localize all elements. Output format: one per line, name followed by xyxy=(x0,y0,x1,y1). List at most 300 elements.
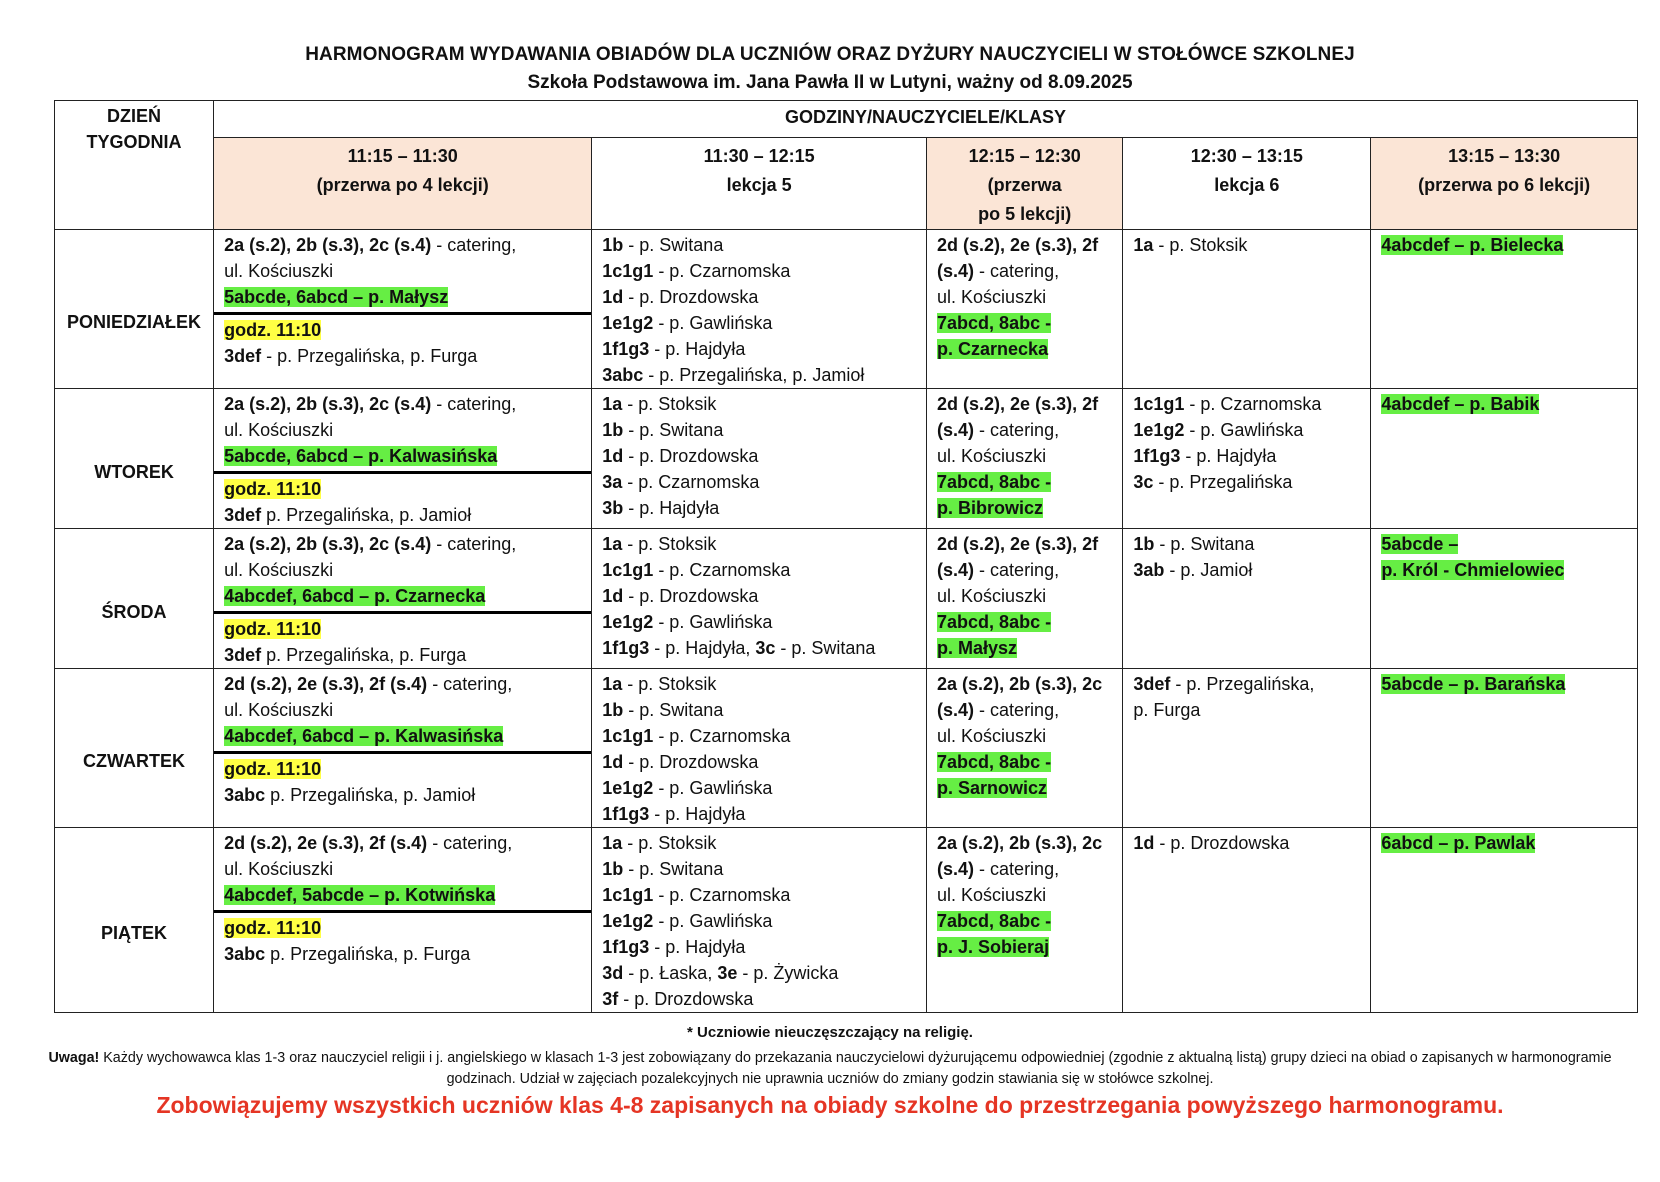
catering-line xyxy=(224,232,587,258)
duty-highlight: 4abcdef, 6abcd – p. Czarnecka xyxy=(224,586,486,606)
time-slot-header xyxy=(1123,138,1371,230)
class-groups: 2a (s.2), 2b (s.3), 2c xyxy=(937,833,1103,853)
list-item xyxy=(602,882,922,908)
class-group: 1e1g2 xyxy=(602,911,654,931)
list-item xyxy=(602,960,922,986)
duty-line xyxy=(224,583,587,609)
teacher-name: - p. Hajdyła xyxy=(1180,446,1277,466)
time-line xyxy=(224,476,587,502)
class-groups: 2d (s.2), 2e (s.3), 2f (s.4) xyxy=(224,833,428,853)
class-groups: (s.4) xyxy=(937,261,975,281)
teacher-name: - p. Łaska, xyxy=(623,963,718,983)
catering-text: - catering, xyxy=(431,235,517,255)
class-group: 1e1g2 xyxy=(602,778,654,798)
time-slot-desc: lekcja 6 xyxy=(1214,175,1280,195)
class-group: 1c1g1 xyxy=(602,726,654,746)
duty-line xyxy=(1381,391,1633,417)
duty-line xyxy=(937,609,1118,635)
duty-line xyxy=(937,908,1118,934)
class-groups: 3def xyxy=(224,505,262,525)
class-groups: 2d (s.2), 2e (s.3), 2f xyxy=(937,235,1099,255)
class-group: 3d xyxy=(602,963,624,983)
class-groups: 2a (s.2), 2b (s.3), 2c (s.4) xyxy=(224,235,432,255)
list-item xyxy=(602,697,922,723)
duty-line xyxy=(224,723,587,749)
list-item xyxy=(1133,443,1366,469)
teacher-name: - p. Czarnomska xyxy=(1184,394,1322,414)
duty-line xyxy=(937,749,1118,775)
slot5-cell xyxy=(1371,669,1638,828)
class-group: 1f1g3 xyxy=(1133,446,1181,466)
day-name: WTOREK xyxy=(55,389,214,529)
catering-line xyxy=(937,531,1118,557)
duty-highlight: 4abcdef, 6abcd – p. Kalwasińska xyxy=(224,726,504,746)
class-groups: (s.4) xyxy=(937,700,975,720)
list-item xyxy=(1133,830,1366,856)
class-group: 3def xyxy=(1133,674,1171,694)
teacher-names: p. Przegalińska, p. Furga xyxy=(265,944,471,964)
duty-highlight: 4abcdef – p. Babik xyxy=(1381,394,1540,414)
teacher-name: - p. Przegalińska xyxy=(1153,472,1293,492)
separator-line xyxy=(214,910,591,913)
slot5-cell xyxy=(1371,529,1638,669)
duty-line xyxy=(937,336,1118,362)
class-groups: 2a (s.2), 2b (s.3), 2c (s.4) xyxy=(224,394,432,414)
list-item xyxy=(602,258,922,284)
time-slot-time: 12:15 – 12:30 xyxy=(968,146,1081,166)
early-group-line xyxy=(224,782,587,808)
address-line: ul. Kościuszki xyxy=(937,586,1047,606)
duty-line xyxy=(1381,531,1633,557)
class-group: 1b xyxy=(602,420,624,440)
teacher-name: - p. Switana xyxy=(623,700,724,720)
list-item xyxy=(602,495,922,521)
duty-highlight: p. Bibrowicz xyxy=(937,498,1044,518)
class-group: 1a xyxy=(602,833,623,853)
slot5-cell xyxy=(1371,230,1638,389)
list-item xyxy=(1133,417,1366,443)
catering-line xyxy=(937,697,1118,723)
catering-line xyxy=(224,830,587,856)
slot2-cell xyxy=(592,828,927,1013)
teacher-name: - p. Gawlińska xyxy=(653,612,773,632)
separator-line xyxy=(214,312,591,315)
duty-highlight: 5abcde – p. Barańska xyxy=(1381,674,1566,694)
teacher-name: - p. Czarnomska xyxy=(653,560,791,580)
note-text: Każdy wychowawca klas 1-3 oraz nauczyciel religii i j. angielskiego w klasach 1-3 jest zobowiązany do przekazania nauczycielowi dyżurującemu odpowiedniej (zgodnie z aktualną listą) grupy dzieci na obiad o zapisanych w harmonogramie godzinach. Udział w zajęciach pozalekcyjnych nie uprawnia uczniów do zmiany godzin stawiania się w stołówce szkolnej. xyxy=(99,1050,1612,1087)
catering-line xyxy=(937,391,1118,417)
address-line: ul. Kościuszki xyxy=(224,560,334,580)
slot1-cell xyxy=(214,828,592,1013)
class-groups: 2d (s.2), 2e (s.3), 2f xyxy=(937,534,1099,554)
duty-line xyxy=(224,284,587,310)
class-group: 1c1g1 xyxy=(602,261,654,281)
list-item xyxy=(1133,531,1366,557)
duty-highlight: 7abcd, 8abc - xyxy=(937,313,1052,333)
catering-line xyxy=(937,856,1118,882)
duty-line xyxy=(1381,830,1633,856)
class-group: 1e1g2 xyxy=(602,313,654,333)
class-group: 1c1g1 xyxy=(602,885,654,905)
class-groups: 2a (s.2), 2b (s.3), 2c xyxy=(937,674,1103,694)
list-item xyxy=(602,336,922,362)
duty-highlight: 6abcd – p. Pawlak xyxy=(1381,833,1536,853)
time-slot-desc: (przerwa po 6 lekcji) xyxy=(1418,175,1591,195)
slot2-cell xyxy=(592,230,927,389)
time-slot-desc: (przerwa xyxy=(987,175,1062,195)
note-label: Uwaga! xyxy=(48,1050,100,1066)
catering-text: - catering, xyxy=(427,833,513,853)
time-slot-time: 11:30 – 12:15 xyxy=(703,146,815,166)
teacher-name: - p. Przegalińska, xyxy=(1170,674,1315,694)
slot4-cell xyxy=(1123,389,1371,529)
list-item xyxy=(602,284,922,310)
address-line: ul. Kościuszki xyxy=(224,859,334,879)
teacher-name: - p. Żywicka xyxy=(737,963,839,983)
class-group: 1b xyxy=(602,235,624,255)
catering-line xyxy=(937,232,1118,258)
time-slot-header xyxy=(1371,138,1638,230)
list-item xyxy=(1133,232,1366,258)
duty-highlight: 5abcde, 6abcd – p. Małysz xyxy=(224,287,449,307)
class-groups: 3def xyxy=(224,645,262,665)
teacher-name: - p. Drozdowska xyxy=(623,446,759,466)
teacher-name: p. Furga xyxy=(1133,700,1201,720)
class-group: 1a xyxy=(602,394,623,414)
list-item xyxy=(602,583,922,609)
table-row xyxy=(55,230,1638,389)
class-groups: 2a (s.2), 2b (s.3), 2c (s.4) xyxy=(224,534,432,554)
time-slot-time: 13:15 – 13:30 xyxy=(1448,146,1561,166)
class-group: 1f1g3 xyxy=(602,804,650,824)
catering-text: - catering, xyxy=(974,261,1060,281)
address-line: ul. Kościuszki xyxy=(224,420,334,440)
teacher-name: - p. Drozdowska xyxy=(623,752,759,772)
class-group: 1f1g3 xyxy=(602,339,650,359)
duty-highlight: 5abcde, 6abcd – p. Kalwasińska xyxy=(224,446,498,466)
duty-highlight: 7abcd, 8abc - xyxy=(937,472,1052,492)
address-line: ul. Kościuszki xyxy=(937,726,1047,746)
time-highlight: godz. 11:10 xyxy=(224,759,322,779)
duty-line xyxy=(937,495,1118,521)
teacher-name: - p. Stoksik xyxy=(622,394,717,414)
catering-line xyxy=(937,557,1118,583)
duty-highlight: p. J. Sobieraj xyxy=(937,937,1050,957)
teacher-name: - p. Stoksik xyxy=(1153,235,1248,255)
class-group: 1e1g2 xyxy=(1133,420,1185,440)
slot1-cell xyxy=(214,529,592,669)
class-group: 1d xyxy=(602,586,624,606)
class-group: 1e1g2 xyxy=(602,612,654,632)
slot2-cell xyxy=(592,669,927,828)
duty-line xyxy=(937,635,1118,661)
class-group: 1f1g3 xyxy=(602,638,650,658)
teacher-name: - p. Switana xyxy=(623,859,724,879)
early-group-line xyxy=(224,642,587,668)
day-name: ŚRODA xyxy=(55,529,214,669)
duty-line xyxy=(224,882,587,908)
class-groups: 2d (s.2), 2e (s.3), 2f xyxy=(937,394,1099,414)
class-group: 1a xyxy=(602,674,623,694)
slot4-cell xyxy=(1123,230,1371,389)
separator-line xyxy=(214,611,591,614)
time-slot-header xyxy=(927,138,1123,230)
teacher-name: - p. Stoksik xyxy=(622,534,717,554)
teacher-name: - p. Hajdyła xyxy=(623,498,720,518)
list-item xyxy=(1133,671,1366,697)
catering-text: - catering, xyxy=(427,674,513,694)
duty-highlight: 7abcd, 8abc - xyxy=(937,911,1052,931)
address-line: ul. Kościuszki xyxy=(937,885,1047,905)
teacher-name: - p. Gawlińska xyxy=(653,778,773,798)
time-line xyxy=(224,317,587,343)
catering-text: - catering, xyxy=(974,560,1060,580)
time-highlight: godz. 11:10 xyxy=(224,479,322,499)
class-group: 3f xyxy=(602,989,619,1009)
time-highlight: godz. 11:10 xyxy=(224,918,322,938)
time-line xyxy=(224,915,587,941)
teacher-names: - p. Przegalińska, p. Furga xyxy=(261,346,478,366)
list-item xyxy=(602,469,922,495)
catering-line xyxy=(224,671,587,697)
list-item xyxy=(602,443,922,469)
class-groups: (s.4) xyxy=(937,859,975,879)
list-item xyxy=(602,232,922,258)
class-group: 1c1g1 xyxy=(1133,394,1185,414)
duty-highlight: 5abcde – xyxy=(1381,534,1459,554)
teacher-name: - p. Jamioł xyxy=(1164,560,1253,580)
teacher-name: - p. Hajdyła, xyxy=(649,638,756,658)
early-group-line xyxy=(224,502,587,528)
main-column-header: GODZINY/NAUCZYCIELE/KLASY xyxy=(214,101,1638,138)
teacher-names: p. Przegalińska, p. Furga xyxy=(261,645,467,665)
class-group: 1a xyxy=(1133,235,1154,255)
catering-text: - catering, xyxy=(431,394,517,414)
catering-text: - catering, xyxy=(974,700,1060,720)
teacher-name: - p. Gawlińska xyxy=(653,313,773,333)
list-item xyxy=(602,934,922,960)
slot1-cell xyxy=(214,230,592,389)
duty-highlight: 7abcd, 8abc - xyxy=(937,612,1052,632)
table-row xyxy=(55,828,1638,1013)
duty-highlight: p. Sarnowicz xyxy=(937,778,1048,798)
class-group: 3e xyxy=(717,963,738,983)
red-notice: Zobowiązujemy wszystkich uczniów klas 4-8 zapisanych na obiady szkolne do przestrzegania powyższego harmonogramu. xyxy=(156,1092,1504,1118)
time-slot-header xyxy=(592,138,927,230)
slot4-cell xyxy=(1123,828,1371,1013)
duty-highlight: p. Król - Chmielowiec xyxy=(1381,560,1565,580)
class-group: 1d xyxy=(1133,833,1155,853)
list-item xyxy=(602,830,922,856)
day-column-header xyxy=(55,101,214,230)
day-header-line2: TYGODNIA xyxy=(86,132,182,152)
day-name: PIĄTEK xyxy=(55,828,214,1013)
separator-line xyxy=(214,751,591,754)
class-groups: (s.4) xyxy=(937,420,975,440)
duty-line xyxy=(937,310,1118,336)
duty-line xyxy=(937,934,1118,960)
teacher-name: - p. Switana xyxy=(775,638,876,658)
list-item xyxy=(1133,391,1366,417)
list-item xyxy=(1133,697,1366,723)
list-item xyxy=(1133,557,1366,583)
teacher-name: - p. Hajdyła xyxy=(649,804,746,824)
table-row xyxy=(55,669,1638,828)
class-group: 3b xyxy=(602,498,624,518)
class-group: 1d xyxy=(602,446,624,466)
address-line: ul. Kościuszki xyxy=(224,261,334,281)
slot1-cell xyxy=(214,669,592,828)
time-slot-desc: (przerwa po 4 lekcji) xyxy=(316,175,489,195)
list-item xyxy=(602,749,922,775)
slot4-cell xyxy=(1123,669,1371,828)
time-slot-desc2: po 5 lekcji) xyxy=(978,204,1072,224)
address-line: ul. Kościuszki xyxy=(224,700,334,720)
teacher-name: - p. Drozdowska xyxy=(623,287,759,307)
time-line xyxy=(224,756,587,782)
duty-highlight: 4abcdef, 5abcde – p. Kotwińska xyxy=(224,885,496,905)
slot5-cell xyxy=(1371,828,1638,1013)
class-group: 3ab xyxy=(1133,560,1165,580)
duty-line xyxy=(1381,232,1633,258)
teacher-name: - p. Switana xyxy=(1154,534,1255,554)
duty-line xyxy=(1381,557,1633,583)
time-highlight: godz. 11:10 xyxy=(224,619,322,639)
document-subtitle: Szkoła Podstawowa im. Jana Pawła II w Lutyni, ważny od 8.09.2025 xyxy=(527,72,1133,93)
duty-highlight: 7abcd, 8abc - xyxy=(937,752,1052,772)
address-line: ul. Kościuszki xyxy=(937,287,1047,307)
day-header-line1: DZIEŃ xyxy=(107,106,162,126)
class-groups: 3def xyxy=(224,346,262,366)
slot3-cell xyxy=(927,230,1123,389)
class-group: 1b xyxy=(602,700,624,720)
teacher-name: - p. Drozdowska xyxy=(623,586,759,606)
class-group: 1f1g3 xyxy=(602,937,650,957)
duty-highlight: 4abcdef – p. Bielecka xyxy=(1381,235,1564,255)
teacher-name: - p. Czarnomska xyxy=(653,726,791,746)
time-slot-desc: lekcja 5 xyxy=(726,175,792,195)
time-slot-time: 12:30 – 13:15 xyxy=(1190,146,1303,166)
list-item xyxy=(602,908,922,934)
duty-line xyxy=(937,469,1118,495)
teacher-name: - p. Stoksik xyxy=(622,833,717,853)
early-group-line xyxy=(224,343,587,369)
time-slot-time: 11:15 – 11:30 xyxy=(347,146,458,166)
list-item xyxy=(602,723,922,749)
slot5-cell xyxy=(1371,389,1638,529)
teacher-name: - p. Drozdowska xyxy=(618,989,754,1009)
teacher-names: p. Przegalińska, p. Jamioł xyxy=(261,505,472,525)
class-group: 3c xyxy=(755,638,776,658)
class-group: 1b xyxy=(1133,534,1155,554)
slot2-cell xyxy=(592,529,927,669)
class-group: 3a xyxy=(602,472,623,492)
catering-line xyxy=(224,531,587,557)
time-highlight: godz. 11:10 xyxy=(224,320,322,340)
address-line: ul. Kościuszki xyxy=(937,446,1047,466)
document-title: HARMONOGRAM WYDAWANIA OBIADÓW DLA UCZNIÓW ORAZ DYŻURY NAUCZYCIELI W STOŁÓWCE SZKOLNEJ xyxy=(305,44,1355,65)
list-item xyxy=(602,417,922,443)
teacher-name: - p. Gawlińska xyxy=(653,911,773,931)
list-item xyxy=(602,557,922,583)
catering-line xyxy=(937,417,1118,443)
class-group: 3c xyxy=(1133,472,1154,492)
teacher-name: - p. Hajdyła xyxy=(649,937,746,957)
class-groups: 2d (s.2), 2e (s.3), 2f (s.4) xyxy=(224,674,428,694)
footnote: * Uczniowie nieuczęszczający na religię. xyxy=(687,1024,973,1041)
catering-line xyxy=(937,830,1118,856)
list-item xyxy=(602,310,922,336)
list-item xyxy=(602,609,922,635)
slot3-cell xyxy=(927,669,1123,828)
slot1-cell xyxy=(214,389,592,529)
class-group: 1d xyxy=(602,752,624,772)
catering-text: - catering, xyxy=(431,534,517,554)
class-group: 1b xyxy=(602,859,624,879)
early-group-line xyxy=(224,941,587,967)
catering-line xyxy=(224,391,587,417)
note-paragraph xyxy=(0,1048,1660,1090)
list-item xyxy=(602,986,922,1012)
day-name: PONIEDZIAŁEK xyxy=(55,230,214,389)
day-name: CZWARTEK xyxy=(55,669,214,828)
duty-line xyxy=(224,443,587,469)
table-row xyxy=(55,389,1638,529)
slot3-cell xyxy=(927,529,1123,669)
teacher-name: - p. Switana xyxy=(623,235,724,255)
class-group: 1a xyxy=(602,534,623,554)
class-group: 1c1g1 xyxy=(602,560,654,580)
teacher-name: - p. Drozdowska xyxy=(1154,833,1290,853)
teacher-name: - p. Czarnomska xyxy=(622,472,760,492)
duty-highlight: p. Czarnecka xyxy=(937,339,1049,359)
slot2-cell xyxy=(592,389,927,529)
teacher-names: p. Przegalińska, p. Jamioł xyxy=(265,785,476,805)
duty-highlight: p. Małysz xyxy=(937,638,1018,658)
list-item xyxy=(602,856,922,882)
catering-line xyxy=(937,258,1118,284)
slot4-cell xyxy=(1123,529,1371,669)
class-group: 1d xyxy=(602,287,624,307)
catering-text: - catering, xyxy=(974,859,1060,879)
class-groups: (s.4) xyxy=(937,560,975,580)
list-item xyxy=(602,362,922,388)
duty-line xyxy=(1381,671,1633,697)
list-item xyxy=(1133,469,1366,495)
time-line xyxy=(224,616,587,642)
slot3-cell xyxy=(927,389,1123,529)
class-groups: 3abc xyxy=(224,785,266,805)
catering-line xyxy=(937,671,1118,697)
teacher-name: - p. Stoksik xyxy=(622,674,717,694)
teacher-name: - p. Switana xyxy=(623,420,724,440)
class-groups: 3abc xyxy=(224,944,266,964)
teacher-name: - p. Przegalińska, p. Jamioł xyxy=(643,365,865,385)
table-row xyxy=(55,529,1638,669)
list-item xyxy=(602,671,922,697)
teacher-name: - p. Czarnomska xyxy=(653,885,791,905)
schedule-table xyxy=(54,100,1638,1013)
list-item xyxy=(602,531,922,557)
teacher-name: - p. Czarnomska xyxy=(653,261,791,281)
list-item xyxy=(602,775,922,801)
list-item xyxy=(602,801,922,827)
list-item xyxy=(602,635,922,661)
catering-text: - catering, xyxy=(974,420,1060,440)
class-group: 3abc xyxy=(602,365,644,385)
teacher-name: - p. Gawlińska xyxy=(1184,420,1304,440)
time-slot-header xyxy=(214,138,592,230)
